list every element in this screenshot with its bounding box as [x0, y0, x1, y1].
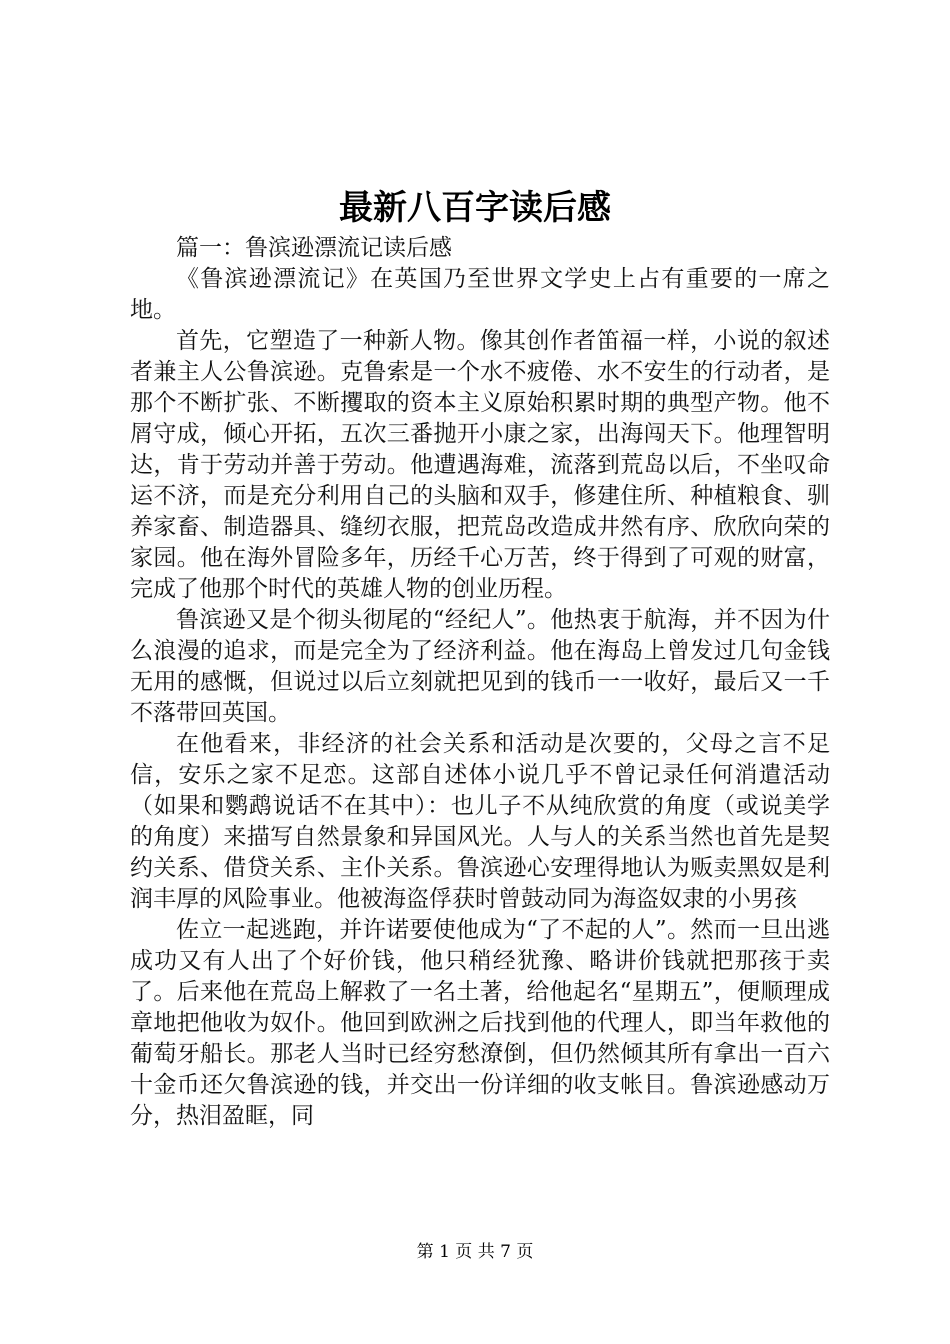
section-heading: 篇一：鲁滨逊漂流记读后感 [176, 235, 452, 261]
paragraph: 在他看来，非经济的社会关系和活动是次要的，父母之言不足信，安乐之家不足恋。这部自述体小说几乎不曾记录任何消遣活动（如果和鹦鹉说话不在其中）：也儿子不从纯欣赏的角度（或说美学的角度）来描写自然景象和异国风光。人与人的关系当然也首先是契约关系、借贷关系、主仆关系。鲁滨逊心安理得地认为贩卖黑奴是利润丰厚的风险事业。他被海盗俘获时曾鼓动同为海盗奴隶的小男孩 [130, 731, 830, 912]
paragraph: 首先，它塑造了一种新人物。像其创作者笛福一样，小说的叙述者兼主人公鲁滨逊。克鲁索是一个水不疲倦、水不安生的行动者，是那个不断扩张、不断攫取的资本主义原始积累时期的典型产物。他不屑守成，倾心开拓，五次三番抛开小康之家，出海闯天下。他理智明达，肯于劳动并善于劳动。他遭遇海难，流落到荒岛以后，不坐叹命运不济，而是充分利用自己的头脑和双手，修建住所、种植粮食、驯养家畜、制造器具、缝纫衣服，把荒岛改造成井然有序、欣欣向荣的家园。他在海外冒险多年，历经千心万苦，终于得到了可观的财富，完成了他那个时代的英雄人物的创业历程。 [130, 328, 830, 602]
document-title: 最新八百字读后感 [339, 188, 611, 228]
paragraph: 《鲁滨逊漂流记》在英国乃至世界文学史上占有重要的一席之地。 [130, 266, 830, 323]
document-body [130, 233, 830, 1132]
paragraph: 佐立一起逃跑，并许诺要使他成为“了不起的人”。然而一旦出逃成功又有人出了个好价钱，他只稍经犹豫、略讲价钱就把那孩于卖了。后来他在荒岛上解救了一名土著，给他起名“星期五”，便顺理成章地把他收为奴仆。他回到欧洲之后找到他的代理人，即当年救他的葡萄牙船长。那老人当时已经穷愁潦倒，但仍然倾其所有拿出一百六十金币还欠鲁滨逊的钱，并交出一份详细的收支帐目。鲁滨逊感动万分，热泪盈眶，同 [130, 917, 830, 1129]
paragraph: 鲁滨逊又是个彻头彻尾的“经纪人”。他热衷于航海，并不因为什么浪漫的追求，而是完全为了经济利益。他在海岛上曾发过几句金钱无用的感慨，但说过以后立刻就把见到的钱币一一收好，最后又一千不落带回英国。 [130, 607, 830, 726]
page-footer: 第 1 页 共 7 页 [416, 1242, 534, 1262]
